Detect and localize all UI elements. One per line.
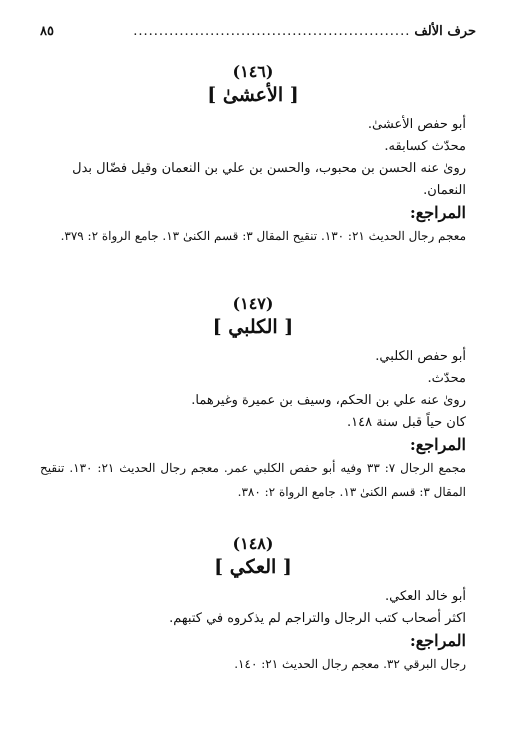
entry-line: أبو حفص الكلبي. <box>375 349 466 364</box>
references-heading: المراجع: <box>409 203 466 222</box>
page-number: ٨٥ <box>40 23 54 39</box>
entry-line: اكثر أصحاب كتب الرجال والتراجم لم يذكروه في كتبهم. <box>169 611 466 626</box>
running-header <box>40 20 476 42</box>
entry-heading: [ الأعشىٰ ] <box>207 84 299 106</box>
references-text: مجمع الرجال ٧: ٣٣ وفيه أبو حفص الكلبي عمر. معجم رجال الحديث ٢١: ١٣٠. تنقيح المقال ٣: قسم الكنىٰ ١٣. جامع الرواة ٢: ٣٨٠. <box>40 461 467 499</box>
entry-line: محدّث كسابقه. <box>384 139 466 154</box>
entry-line: كان حياً قبل سنة ١٤٨. <box>346 415 466 430</box>
references-text: معجم رجال الحديث ٢١: ١٣٠. تنقيح المقال ٣: قسم الكنىٰ ١٣. جامع الرواة ٢: ٣٧٩. <box>60 229 466 243</box>
entry-line: رویٰ عنه علي بن الحكم، وسيف بن عميرة وغيرهما. <box>191 393 466 408</box>
entry-number: (١٤٦) <box>232 62 274 81</box>
entry-line: أبو حفص الأعشىٰ. <box>367 117 466 132</box>
entry-heading: [ العكي ] <box>214 556 292 578</box>
entry-number: (١٤٧) <box>232 294 274 313</box>
chapter-title: حرف الألف <box>414 23 476 39</box>
references-text: رجال البرقي ٣٢. معجم رجال الحديث ٢١: ١٤٠. <box>234 657 466 671</box>
references-heading: المراجع: <box>409 435 466 454</box>
entry-147 <box>40 294 466 504</box>
entry-148 <box>40 534 466 676</box>
entry-line: أبو خالد العكي. <box>385 589 466 604</box>
references-heading: المراجع: <box>409 631 466 650</box>
entry-number: (١٤٨) <box>232 534 274 553</box>
entry-line: رویٰ عنه الحسن بن محبوب، والحسن بن علي بن النعمان وقيل فضّال بدل النعمان. <box>72 161 466 198</box>
entry-line: محدّث. <box>427 371 466 386</box>
entry-146 <box>40 62 466 248</box>
leader-dots: ...................................................... <box>133 23 411 39</box>
entry-heading: [ الكلبي ] <box>212 316 294 338</box>
